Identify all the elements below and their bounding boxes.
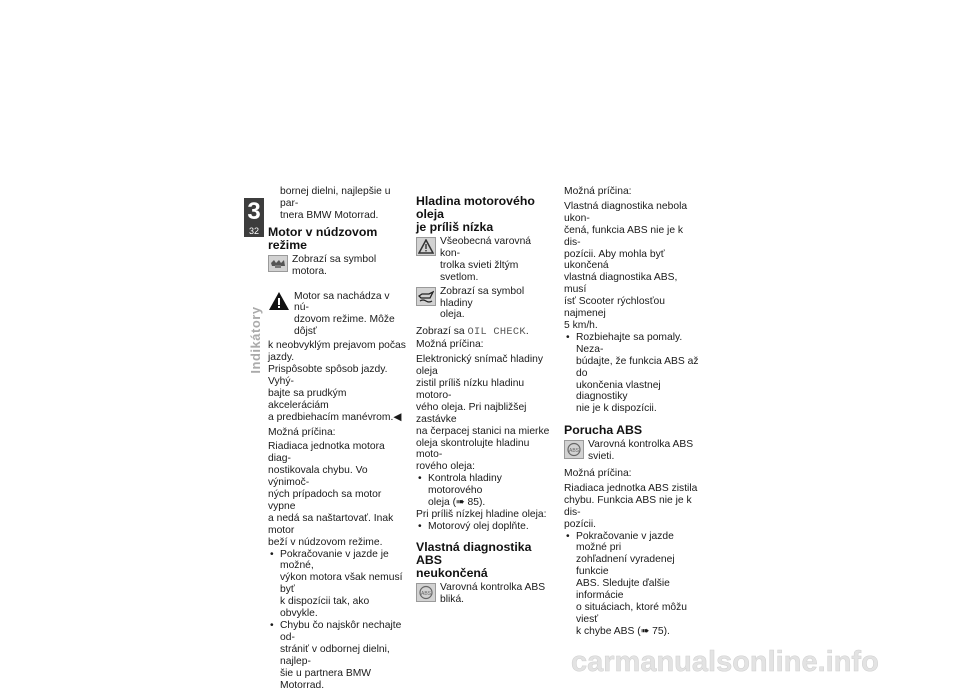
cause-line: a nedá sa naštartovať. Inak motor [268,512,394,536]
cause-label: Možná príčina: [564,468,632,480]
warning-line: k neobvyklým prejavom počas [268,340,406,352]
heading-line: Hladina motorového oleja [416,194,535,221]
cause-line: oleja skontrolujte hladinu moto- [416,437,530,461]
oil-line: oleja. [440,309,465,321]
cause-label: Možná príčina: [564,186,632,197]
abs-line: bliká. [440,593,465,605]
cause-line: na čerpacej stanici na mierke [416,425,550,437]
bullet-line: • Pokračovanie v jazde možné pri [576,530,674,554]
bullet-line: k chybe ABS (➠ 75). [576,625,670,637]
cause-line: vého oleja. Pri najbližšej zastávke [416,401,527,425]
bullet-line: ukončenia vlastnej diagnostiky [576,379,661,403]
cause-line: Elektronický snímač hladiny oleja [416,354,544,378]
abs-line: Varovná kontrolka ABS [440,581,546,593]
intro-line: tnera BMW Motorrad. [280,209,379,221]
bullet-line: • Motorový olej doplňte. [428,520,529,532]
heading-abs-selfdiag [416,541,553,580]
heading-oil-level [416,195,553,234]
column-1 [268,186,406,691]
column-3 [564,186,702,638]
heading-line: je príliš nízka [416,220,494,234]
intro-line: bornej dielni, najlepšie u par- [280,186,391,209]
heading-abs-fault: Porucha ABS [564,423,643,438]
cause-line: Vlastná diagnostika nebola ukon- [564,200,688,224]
general-warning-row [416,236,553,284]
page-number: 32 [248,226,259,236]
warning-line: trolka svieti žltým svetlom. [440,259,519,283]
oil-level-row [416,286,553,322]
side-chapter-label: Indikátory [248,306,263,374]
warning-line: bajte sa prudkým akceleráciám [268,387,347,411]
cause-line: nostikovala chybu. Vo výnimoč- [268,465,368,489]
cause-line: Riadiaca jednotka motora diag- [268,441,385,465]
heading-line: neukončená [416,565,488,580]
cause-line: ísť Scooter rýchlosťou najmenej [564,296,666,320]
warning-line: Prispôsobte spôsob jazdy. Vyhý- [268,363,388,387]
bullet-line: • Rozbiehajte sa pomaly. Neza- [576,331,683,355]
watermark-logo [570,644,950,678]
warning-line: Všeobecná varovná kon- [440,236,532,259]
cause-label: Možná príčina: [416,339,484,351]
heading-emergency-mode: Motor v núdzovom režime [268,224,378,252]
bullet-line: o situáciach, ktoré môžu viesť [576,602,688,625]
bullet-line: búdajte, že funkcia ABS až do [576,355,699,379]
bullet-line: • Kontrola hladiny motorového [428,473,502,497]
bullet-line: ABS. Sledujte ďalšie informácie [576,578,670,602]
cause-line: pozícii. Aby mohla byť ukončená [564,248,665,272]
warning-line: dzovom režime. Môže dôjsť [294,314,395,338]
svg-text:ABS: ABS [420,590,432,597]
chapter-tab [244,198,264,237]
cause-line: 5 km/h. [564,319,598,331]
engine-indicator-row [268,254,406,278]
abs-icon [416,583,436,602]
low-oil-line: Pri príliš nízkej hladine oleja: [416,508,547,520]
bullet-line: • Pokračovanie v jazde je možné, [280,548,389,572]
display-message-line [416,326,553,339]
engine-indicator-text: Zobrazí sa symbol motora. [292,253,377,277]
oil-check-code: OIL CHECK [467,326,526,339]
oil-line: Zobrazí sa symbol hladiny [440,285,525,309]
cause-line: čená, funkcia ABS nie je k dis- [564,224,684,248]
bullet-line: strániť v odbornej dielni, najlep- [280,643,390,667]
bullet-line: oleja (➠ 85). [428,497,486,509]
cause-line: zistil príliš nízku hladinu motoro- [416,377,525,401]
column-2 [416,186,553,608]
bullet-line: nie je k dispozícii. [576,403,657,415]
bullet-line: výkon motora však nemusí byť [280,572,403,596]
cause-line: pozícii. [564,518,597,530]
warning-block [268,291,406,339]
warning-line: jazdy. [268,352,295,364]
bullet-line: šie u partnera BMW Motorrad. [280,667,371,691]
warning-triangle-icon [268,291,290,311]
heading-line: Vlastná diagnostika ABS [416,539,532,567]
bullet-item [416,521,553,533]
bullet-line: zohľadnení vyradenej funkcie [576,554,675,578]
engine-icon [268,255,288,272]
cause-line: beží v núdzovom režime. [268,536,383,548]
bullet-item [268,549,406,620]
svg-text:ABS: ABS [568,448,580,455]
warning-line: Motor sa nachádza v nú- [294,290,390,314]
general-warning-icon [416,237,436,256]
abs-on-row [564,439,702,463]
cause-line: rového oleja: [416,461,475,473]
bullet-item [268,620,406,691]
svg-text:carmanualsonline.info: carmanualsonline.info [571,646,879,678]
abs-icon [564,440,584,459]
abs-line: Varovná kontrolka ABS [588,439,694,451]
bullet-item [416,473,553,509]
oil-can-icon [416,287,436,306]
cause-line: vlastná diagnostika ABS, musí [564,272,678,296]
display-prefix: Zobrazí sa [416,326,468,338]
bullet-line: k dispozícii tak, ako obvykle. [280,596,370,620]
cause-label: Možná príčina: [268,426,336,438]
chapter-number: 3 [247,198,261,225]
bullet-item [564,332,702,415]
abs-blink-row [416,582,553,606]
cause-line: Riadiaca jednotka ABS zistila [564,482,698,494]
display-suffix: . [525,326,529,338]
warning-line: a predbiehacím manévrom.◀ [268,411,402,423]
bullet-line: • Chybu čo najskôr nechajte od- [280,620,402,643]
cause-line: chybu. Funkcia ABS nie je k dis- [564,494,692,518]
bullet-item [564,531,702,638]
abs-line: svieti. [588,451,615,463]
cause-line: ných prípadoch sa motor vypne [268,489,382,512]
